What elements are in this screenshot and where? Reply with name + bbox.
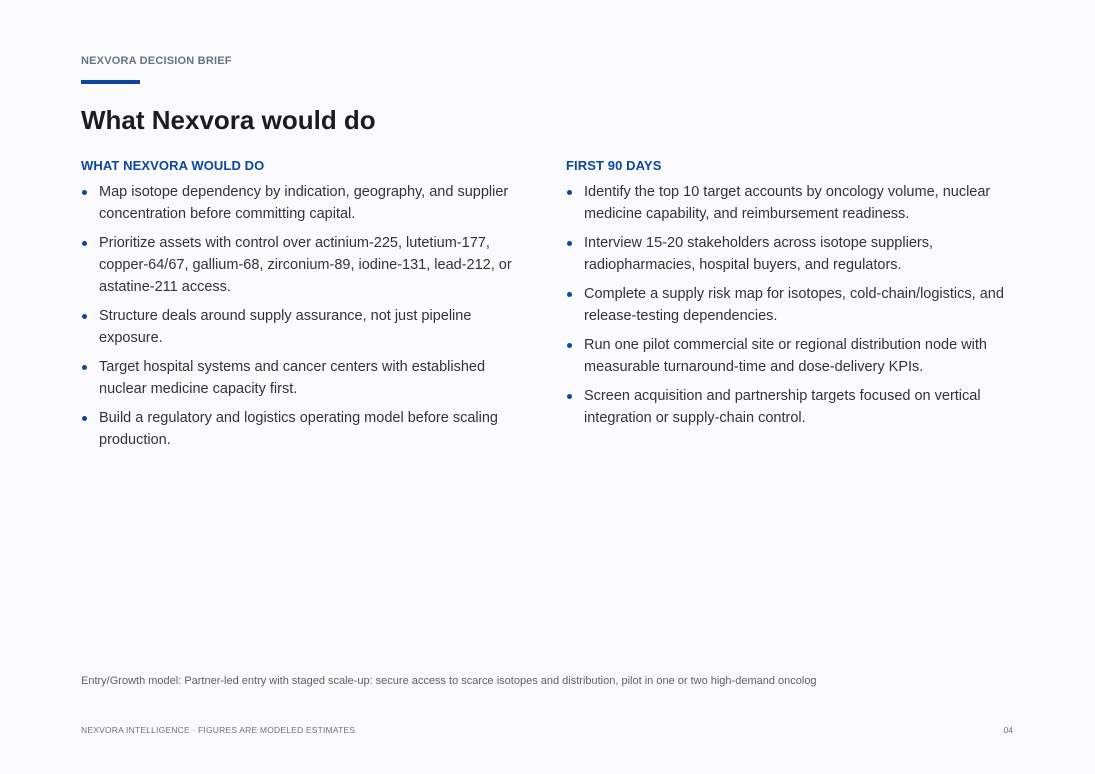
list-item-text: Prioritize assets with control over actinium-225, lutetium-177, copper-64/67, gallium-68, zirconium-89, iodine-131, lead-212, or astatine-211 access. xyxy=(99,235,512,295)
list-item-text: Interview 15-20 stakeholders across isotope suppliers, radiopharmacies, hospital buyers, and regulators. xyxy=(584,235,933,273)
bullet-dot-icon xyxy=(82,416,87,421)
bullet-list xyxy=(81,181,536,451)
bullet-dot-icon xyxy=(567,190,572,195)
column-heading: WHAT NEXVORA WOULD DO xyxy=(81,158,265,173)
list-item xyxy=(566,334,1016,378)
entry-growth-footnote: Entry/Growth model: Partner-led entry with staged scale-up: secure access to scarce isotopes and distribution, pilot in one or two high-demand oncolog xyxy=(81,675,817,687)
list-item xyxy=(566,181,1016,225)
bullet-dot-icon xyxy=(567,241,572,246)
list-item-text: Build a regulatory and logistics operating model before scaling production. xyxy=(99,410,498,448)
column-first-90-days xyxy=(566,158,1016,436)
bullet-list xyxy=(566,181,1016,429)
bullet-dot-icon xyxy=(82,190,87,195)
list-item xyxy=(566,283,1016,327)
column-what-nexvora-would-do xyxy=(81,158,536,458)
list-item-text: Run one pilot commercial site or regional distribution node with measurable turnaround-time and dose-delivery KPIs. xyxy=(584,337,987,375)
page-number: 04 xyxy=(1003,725,1013,735)
bullet-dot-icon xyxy=(567,394,572,399)
list-item-text: Identify the top 10 target accounts by oncology volume, nuclear medicine capability, and reimbursement readiness. xyxy=(584,184,991,222)
page-title: What Nexvora would do xyxy=(81,105,376,135)
bullet-dot-icon xyxy=(82,241,87,246)
list-item-text: Complete a supply risk map for isotopes, cold-chain/logistics, and release-testing dependencies. xyxy=(584,286,1004,324)
list-item xyxy=(566,385,1016,429)
list-item xyxy=(81,407,536,451)
bullet-dot-icon xyxy=(82,314,87,319)
eyebrow-label: NEXVORA DECISION BRIEF xyxy=(81,55,232,67)
list-item xyxy=(81,305,536,349)
list-item-text: Structure deals around supply assurance, not just pipeline exposure. xyxy=(99,308,472,346)
bullet-dot-icon xyxy=(567,343,572,348)
column-heading: FIRST 90 DAYS xyxy=(566,158,662,173)
list-item-text: Screen acquisition and partnership targets focused on vertical integration or supply-chain control. xyxy=(584,388,981,426)
list-item xyxy=(81,356,536,400)
bullet-dot-icon xyxy=(82,365,87,370)
list-item xyxy=(566,232,1016,276)
bullet-dot-icon xyxy=(567,292,572,297)
list-item-text: Map isotope dependency by indication, geography, and supplier concentration before committing capital. xyxy=(99,184,509,222)
accent-rule xyxy=(81,80,140,84)
list-item-text: Target hospital systems and cancer centers with established nuclear medicine capacity first. xyxy=(99,359,486,397)
list-item xyxy=(81,181,536,225)
footer-disclaimer: NEXVORA INTELLIGENCE · FIGURES ARE MODELED ESTIMATES xyxy=(81,725,356,735)
list-item xyxy=(81,232,536,298)
